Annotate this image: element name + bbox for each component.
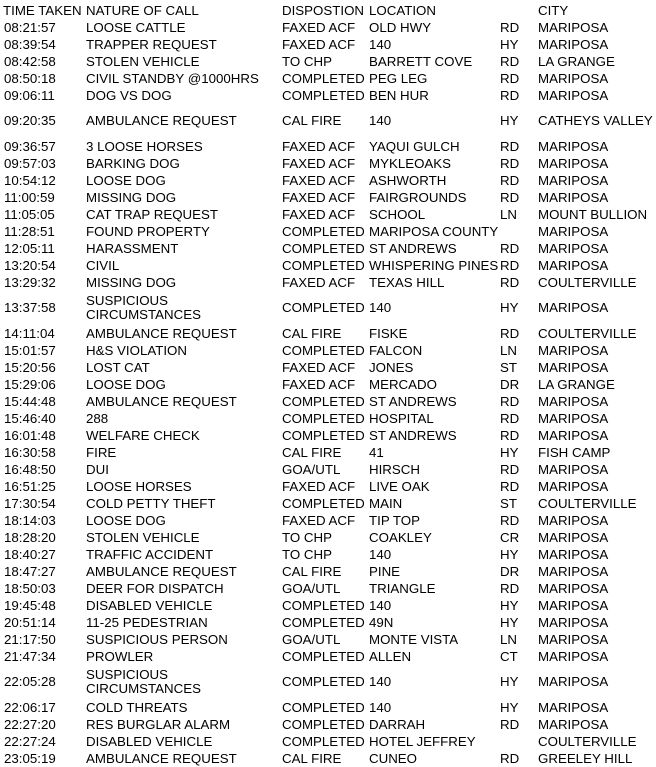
cell-location: 140	[369, 113, 392, 128]
table-row	[0, 648, 656, 665]
cell-time: 14:11:04	[4, 325, 55, 341]
cell-city: MARIPOSA	[538, 87, 609, 103]
cell-disposition: TO CHP	[282, 53, 332, 69]
header-disposition: DISPOSTION	[282, 2, 365, 18]
cell-city: MARIPOSA	[538, 580, 609, 596]
cell-location: 41	[369, 444, 384, 460]
cell-city: COULTERVILLE	[538, 274, 637, 290]
header-location: LOCATION	[369, 2, 436, 18]
cell-disposition: COMPLETED	[282, 410, 365, 426]
cell-city: MARIPOSA	[538, 478, 609, 494]
cell-city: MARIPOSA	[538, 393, 609, 409]
cell-city: FISH CAMP	[538, 444, 611, 460]
cell-nature: SUSPICIOUS CIRCUMSTANCES	[86, 667, 201, 696]
cell-suffix: RD	[500, 512, 520, 528]
cell-nature: PROWLER	[86, 648, 154, 664]
cell-suffix: LN	[500, 342, 517, 358]
cell-nature: COLD PETTY THEFT	[86, 495, 216, 511]
cell-time: 21:17:50	[4, 631, 56, 647]
cell-location: 140	[369, 699, 392, 715]
call-log-table	[0, 2, 656, 767]
cell-location: PINE	[369, 563, 401, 579]
table-row	[0, 138, 656, 155]
cell-disposition: COMPLETED	[282, 240, 365, 256]
table-row	[0, 546, 656, 563]
cell-time: 13:29:32	[4, 274, 56, 290]
cell-time: 21:47:34	[4, 648, 56, 664]
cell-suffix: HY	[500, 113, 519, 128]
cell-suffix: DR	[500, 376, 520, 392]
table-row	[0, 444, 656, 461]
header-nature: NATURE OF CALL	[86, 2, 199, 18]
cell-disposition: GOA/UTL	[282, 461, 341, 477]
cell-location: PEG LEG	[369, 70, 428, 86]
cell-nature: STOLEN VEHICLE	[86, 53, 200, 69]
cell-disposition: COMPLETED	[282, 597, 365, 613]
cell-city: MARIPOSA	[538, 461, 609, 477]
cell-suffix: RD	[500, 189, 520, 205]
cell-disposition: COMPLETED	[282, 257, 365, 273]
cell-location: 140	[369, 674, 392, 689]
cell-city: MARIPOSA	[538, 529, 609, 545]
cell-suffix: RD	[500, 410, 520, 426]
cell-time: 18:28:20	[4, 529, 56, 545]
cell-disposition: COMPLETED	[282, 495, 365, 511]
cell-disposition: COMPLETED	[282, 393, 365, 409]
table-row	[0, 461, 656, 478]
cell-time: 22:27:24	[4, 733, 56, 749]
table-row	[0, 70, 656, 87]
cell-disposition: CAL FIRE	[282, 750, 342, 766]
cell-nature: CIVIL STANDBY @1000HRS	[86, 70, 259, 86]
table-row	[0, 223, 656, 240]
table-row	[0, 716, 656, 733]
table-row	[0, 376, 656, 393]
cell-time: 18:40:27	[4, 546, 56, 562]
cell-suffix: HY	[500, 36, 519, 52]
cell-disposition: GOA/UTL	[282, 631, 341, 647]
cell-location: ASHWORTH	[369, 172, 447, 188]
cell-time: 16:30:58	[4, 444, 56, 460]
cell-location: CUNEO	[369, 750, 418, 766]
table-row	[0, 104, 656, 138]
cell-suffix: RD	[500, 716, 520, 732]
table-row	[0, 478, 656, 495]
cell-time: 16:48:50	[4, 461, 56, 477]
cell-suffix: HY	[500, 597, 519, 613]
cell-suffix: HY	[500, 546, 519, 562]
cell-location: MYKLEOAKS	[369, 155, 452, 171]
cell-location: 140	[369, 36, 392, 52]
cell-location: TRIANGLE	[369, 580, 436, 596]
cell-nature: LOOSE DOG	[86, 172, 166, 188]
table-row	[0, 257, 656, 274]
cell-location: COAKLEY	[369, 529, 432, 545]
cell-suffix: CR	[500, 529, 520, 545]
cell-time: 20:51:14	[4, 614, 56, 630]
cell-suffix: RD	[500, 155, 520, 171]
cell-nature: 11-25 PEDESTRIAN	[86, 614, 208, 630]
cell-nature: H&S VIOLATION	[86, 342, 187, 358]
cell-nature: DUI	[86, 461, 109, 477]
cell-time: 10:54:12	[4, 172, 56, 188]
call-rows	[0, 19, 656, 767]
cell-location: TIP TOP	[369, 512, 420, 528]
cell-location: ST ANDREWS	[369, 240, 457, 256]
cell-disposition: CAL FIRE	[282, 113, 342, 128]
cell-city: MARIPOSA	[538, 138, 609, 154]
cell-location: HOSPITAL	[369, 410, 434, 426]
cell-time: 09:36:57	[4, 138, 56, 154]
cell-city: LA GRANGE	[538, 376, 615, 392]
cell-disposition: COMPLETED	[282, 733, 365, 749]
cell-city: COULTERVILLE	[538, 495, 637, 511]
cell-location: TEXAS HILL	[369, 274, 445, 290]
cell-time: 09:20:35	[4, 113, 56, 128]
cell-disposition: COMPLETED	[282, 70, 365, 86]
cell-suffix: RD	[500, 240, 520, 256]
cell-time: 22:06:17	[4, 699, 56, 715]
cell-nature: MISSING DOG	[86, 189, 177, 205]
cell-city: MARIPOSA	[538, 257, 609, 273]
cell-location: 140	[369, 300, 392, 315]
cell-city: MARIPOSA	[538, 597, 609, 613]
table-row	[0, 342, 656, 359]
cell-time: 11:28:51	[4, 223, 55, 239]
cell-city: MARIPOSA	[538, 19, 609, 35]
cell-location: MAIN	[369, 495, 403, 511]
cell-disposition: FAXED ACF	[282, 138, 356, 154]
cell-disposition: FAXED ACF	[282, 359, 356, 375]
cell-nature: DOG VS DOG	[86, 87, 172, 103]
cell-time: 18:50:03	[4, 580, 56, 596]
cell-suffix: RD	[500, 172, 520, 188]
cell-time: 08:42:58	[4, 53, 56, 69]
cell-disposition: FAXED ACF	[282, 206, 356, 222]
cell-suffix: HY	[500, 444, 519, 460]
table-row	[0, 750, 656, 767]
cell-location: 49N	[369, 614, 394, 630]
table-row	[0, 325, 656, 342]
cell-time: 15:44:48	[4, 393, 56, 409]
cell-suffix: RD	[500, 19, 520, 35]
cell-time: 23:05:19	[4, 750, 56, 766]
table-row	[0, 614, 656, 631]
cell-time: 09:06:11	[4, 87, 55, 103]
cell-nature: 3 LOOSE HORSES	[86, 138, 203, 154]
cell-nature: AMBULANCE REQUEST	[86, 113, 237, 128]
table-row	[0, 393, 656, 410]
cell-time: 15:29:06	[4, 376, 56, 392]
cell-suffix: HY	[500, 699, 519, 715]
cell-suffix: ST	[500, 495, 517, 511]
cell-location: MONTE VISTA	[369, 631, 459, 647]
cell-disposition: FAXED ACF	[282, 189, 356, 205]
cell-city: COULTERVILLE	[538, 733, 637, 749]
cell-disposition: FAXED ACF	[282, 478, 356, 494]
table-row	[0, 427, 656, 444]
cell-suffix: RD	[500, 750, 520, 766]
cell-disposition: COMPLETED	[282, 300, 365, 315]
cell-time: 18:14:03	[4, 512, 56, 528]
cell-disposition: COMPLETED	[282, 648, 365, 664]
cell-city: COULTERVILLE	[538, 325, 637, 341]
cell-location: MERCADO	[369, 376, 437, 392]
cell-city: MARIPOSA	[538, 70, 609, 86]
cell-location: SCHOOL	[369, 206, 426, 222]
cell-location: YAQUI GULCH	[369, 138, 460, 154]
cell-disposition: FAXED ACF	[282, 512, 356, 528]
cell-suffix	[498, 733, 536, 750]
cell-disposition: COMPLETED	[282, 427, 365, 443]
cell-city: MARIPOSA	[538, 699, 609, 715]
cell-suffix: RD	[500, 87, 520, 103]
cell-time: 16:51:25	[4, 478, 56, 494]
cell-suffix: LN	[500, 631, 517, 647]
cell-disposition: CAL FIRE	[282, 444, 342, 460]
cell-nature: CIVIL	[86, 257, 120, 273]
cell-location: HIRSCH	[369, 461, 420, 477]
cell-location: ALLEN	[369, 648, 412, 664]
cell-city: MARIPOSA	[538, 342, 609, 358]
table-row	[0, 291, 656, 325]
cell-disposition: COMPLETED	[282, 614, 365, 630]
cell-disposition: FAXED ACF	[282, 172, 356, 188]
cell-location: LIVE OAK	[369, 478, 430, 494]
cell-suffix: HY	[500, 674, 519, 689]
cell-time: 16:01:48	[4, 427, 56, 443]
table-row	[0, 495, 656, 512]
table-row	[0, 529, 656, 546]
table-row	[0, 274, 656, 291]
cell-nature: WELFARE CHECK	[86, 427, 200, 443]
cell-disposition: COMPLETED	[282, 699, 365, 715]
cell-nature: DEER FOR DISPATCH	[86, 580, 224, 596]
cell-time: 11:00:59	[4, 189, 55, 205]
cell-time: 13:20:54	[4, 257, 56, 273]
cell-city: MARIPOSA	[538, 223, 609, 239]
cell-location: 140	[369, 546, 392, 562]
cell-location: ST ANDREWS	[369, 427, 457, 443]
cell-nature: LOOSE CATTLE	[86, 19, 186, 35]
cell-city: MARIPOSA	[538, 155, 609, 171]
cell-city: MARIPOSA	[538, 189, 609, 205]
cell-time: 08:39:54	[4, 36, 56, 52]
cell-suffix: HY	[500, 300, 519, 315]
header-time: TIME TAKEN	[3, 2, 82, 18]
cell-nature: DISABLED VEHICLE	[86, 733, 213, 749]
table-row	[0, 189, 656, 206]
cell-city: MARIPOSA	[538, 359, 609, 375]
cell-city: MARIPOSA	[538, 172, 609, 188]
cell-city: GREELEY HILL	[538, 750, 633, 766]
cell-nature: TRAFFIC ACCIDENT	[86, 546, 214, 562]
table-row	[0, 563, 656, 580]
cell-time: 22:05:28	[4, 674, 56, 689]
cell-nature: LOST CAT	[86, 359, 150, 375]
cell-time: 15:46:40	[4, 410, 56, 426]
cell-disposition: CAL FIRE	[282, 563, 342, 579]
cell-disposition: CAL FIRE	[282, 325, 342, 341]
cell-time: 19:45:48	[4, 597, 56, 613]
cell-disposition: GOA/UTL	[282, 580, 341, 596]
cell-disposition: FAXED ACF	[282, 376, 356, 392]
cell-nature: BARKING DOG	[86, 155, 180, 171]
cell-nature: RES BURGLAR ALARM	[86, 716, 231, 732]
cell-city: MARIPOSA	[538, 36, 609, 52]
cell-location: 140	[369, 597, 392, 613]
cell-location: MARIPOSA COUNTY	[369, 223, 499, 239]
cell-nature: COLD THREATS	[86, 699, 188, 715]
cell-disposition: TO CHP	[282, 529, 332, 545]
cell-suffix: CT	[500, 648, 518, 664]
cell-city: MARIPOSA	[538, 240, 609, 256]
cell-time: 11:05:05	[4, 206, 55, 222]
header-suffix	[498, 2, 536, 19]
cell-location: BARRETT COVE	[369, 53, 473, 69]
cell-nature: STOLEN VEHICLE	[86, 529, 200, 545]
cell-nature: AMBULANCE REQUEST	[86, 325, 237, 341]
cell-location: JONES	[369, 359, 414, 375]
cell-suffix: LN	[500, 206, 517, 222]
cell-location: WHISPERING PINES	[369, 257, 499, 273]
table-row	[0, 155, 656, 172]
cell-nature: CAT TRAP REQUEST	[86, 206, 219, 222]
cell-suffix: RD	[500, 478, 520, 494]
table-row	[0, 665, 656, 699]
cell-disposition: COMPLETED	[282, 342, 365, 358]
table-row	[0, 597, 656, 614]
cell-city: CATHEYS VALLEY	[538, 113, 653, 128]
cell-suffix: RD	[500, 53, 520, 69]
cell-city: MARIPOSA	[538, 512, 609, 528]
cell-suffix: RD	[500, 427, 520, 443]
cell-suffix: RD	[500, 274, 520, 290]
cell-suffix: RD	[500, 325, 520, 341]
cell-disposition: COMPLETED	[282, 674, 365, 689]
cell-disposition: FAXED ACF	[282, 36, 356, 52]
table-row	[0, 36, 656, 53]
cell-city: MARIPOSA	[538, 716, 609, 732]
cell-nature: AMBULANCE REQUEST	[86, 393, 237, 409]
cell-time: 08:21:57	[4, 19, 56, 35]
cell-suffix: RD	[500, 393, 520, 409]
cell-location: FAIRGROUNDS	[369, 189, 467, 205]
cell-location: OLD HWY	[369, 19, 432, 35]
cell-time: 08:50:18	[4, 70, 56, 86]
cell-disposition: COMPLETED	[282, 87, 365, 103]
table-row	[0, 699, 656, 716]
cell-nature: AMBULANCE REQUEST	[86, 563, 237, 579]
cell-nature: TRAPPER REQUEST	[86, 36, 217, 52]
cell-time: 15:01:57	[4, 342, 56, 358]
cell-location: ST ANDREWS	[369, 393, 457, 409]
cell-nature: FOUND PROPERTY	[86, 223, 210, 239]
cell-nature: LOOSE DOG	[86, 512, 166, 528]
table-row	[0, 512, 656, 529]
cell-suffix: DR	[500, 563, 520, 579]
table-row	[0, 359, 656, 376]
header-row	[0, 2, 656, 19]
cell-city: MARIPOSA	[538, 648, 609, 664]
cell-suffix: RD	[500, 70, 520, 86]
cell-nature: LOOSE HORSES	[86, 478, 192, 494]
cell-time: 15:20:56	[4, 359, 56, 375]
table-row	[0, 580, 656, 597]
table-row	[0, 631, 656, 648]
table-row	[0, 53, 656, 70]
cell-city: MARIPOSA	[538, 631, 609, 647]
cell-suffix: RD	[500, 257, 520, 273]
cell-nature: MISSING DOG	[86, 274, 177, 290]
cell-city: MOUNT BULLION	[538, 206, 648, 222]
cell-nature: LOOSE DOG	[86, 376, 166, 392]
cell-disposition: FAXED ACF	[282, 274, 356, 290]
cell-city: MARIPOSA	[538, 563, 609, 579]
cell-disposition: FAXED ACF	[282, 155, 356, 171]
cell-time: 18:47:27	[4, 563, 56, 579]
cell-disposition: COMPLETED	[282, 223, 365, 239]
table-row	[0, 172, 656, 189]
table-row	[0, 87, 656, 104]
table-row	[0, 206, 656, 223]
cell-city: MARIPOSA	[538, 614, 609, 630]
cell-suffix: ST	[500, 359, 517, 375]
cell-nature: AMBULANCE REQUEST	[86, 750, 237, 766]
header-city: CITY	[538, 2, 569, 18]
cell-nature: HARASSMENT	[86, 240, 179, 256]
cell-location: DARRAH	[369, 716, 426, 732]
cell-suffix	[498, 223, 536, 240]
cell-city: MARIPOSA	[538, 427, 609, 443]
cell-location: FISKE	[369, 325, 408, 341]
cell-location: FALCON	[369, 342, 423, 358]
cell-time: 09:57:03	[4, 155, 56, 171]
table-row	[0, 19, 656, 36]
cell-nature: 288	[86, 410, 109, 426]
cell-time: 22:27:20	[4, 716, 56, 732]
table-row	[0, 733, 656, 750]
cell-nature: FIRE	[86, 444, 117, 460]
cell-city: MARIPOSA	[538, 674, 609, 689]
cell-suffix: RD	[500, 138, 520, 154]
cell-location: HOTEL JEFFREY	[369, 733, 476, 749]
cell-suffix: RD	[500, 461, 520, 477]
table-row	[0, 410, 656, 427]
cell-city: MARIPOSA	[538, 546, 609, 562]
cell-disposition: FAXED ACF	[282, 19, 356, 35]
cell-nature: SUSPICIOUS CIRCUMSTANCES	[86, 293, 201, 322]
cell-nature: SUSPICIOUS PERSON	[86, 631, 228, 647]
cell-nature: DISABLED VEHICLE	[86, 597, 213, 613]
cell-time: 12:05:11	[4, 240, 55, 256]
cell-suffix: HY	[500, 614, 519, 630]
cell-location: BEN HUR	[369, 87, 429, 103]
cell-city: MARIPOSA	[538, 300, 609, 315]
table-row	[0, 240, 656, 257]
cell-city: LA GRANGE	[538, 53, 615, 69]
cell-suffix: RD	[500, 580, 520, 596]
cell-disposition: COMPLETED	[282, 716, 365, 732]
cell-time: 13:37:58	[4, 300, 56, 315]
cell-time: 17:30:54	[4, 495, 56, 511]
cell-disposition: TO CHP	[282, 546, 332, 562]
cell-city: MARIPOSA	[538, 410, 609, 426]
